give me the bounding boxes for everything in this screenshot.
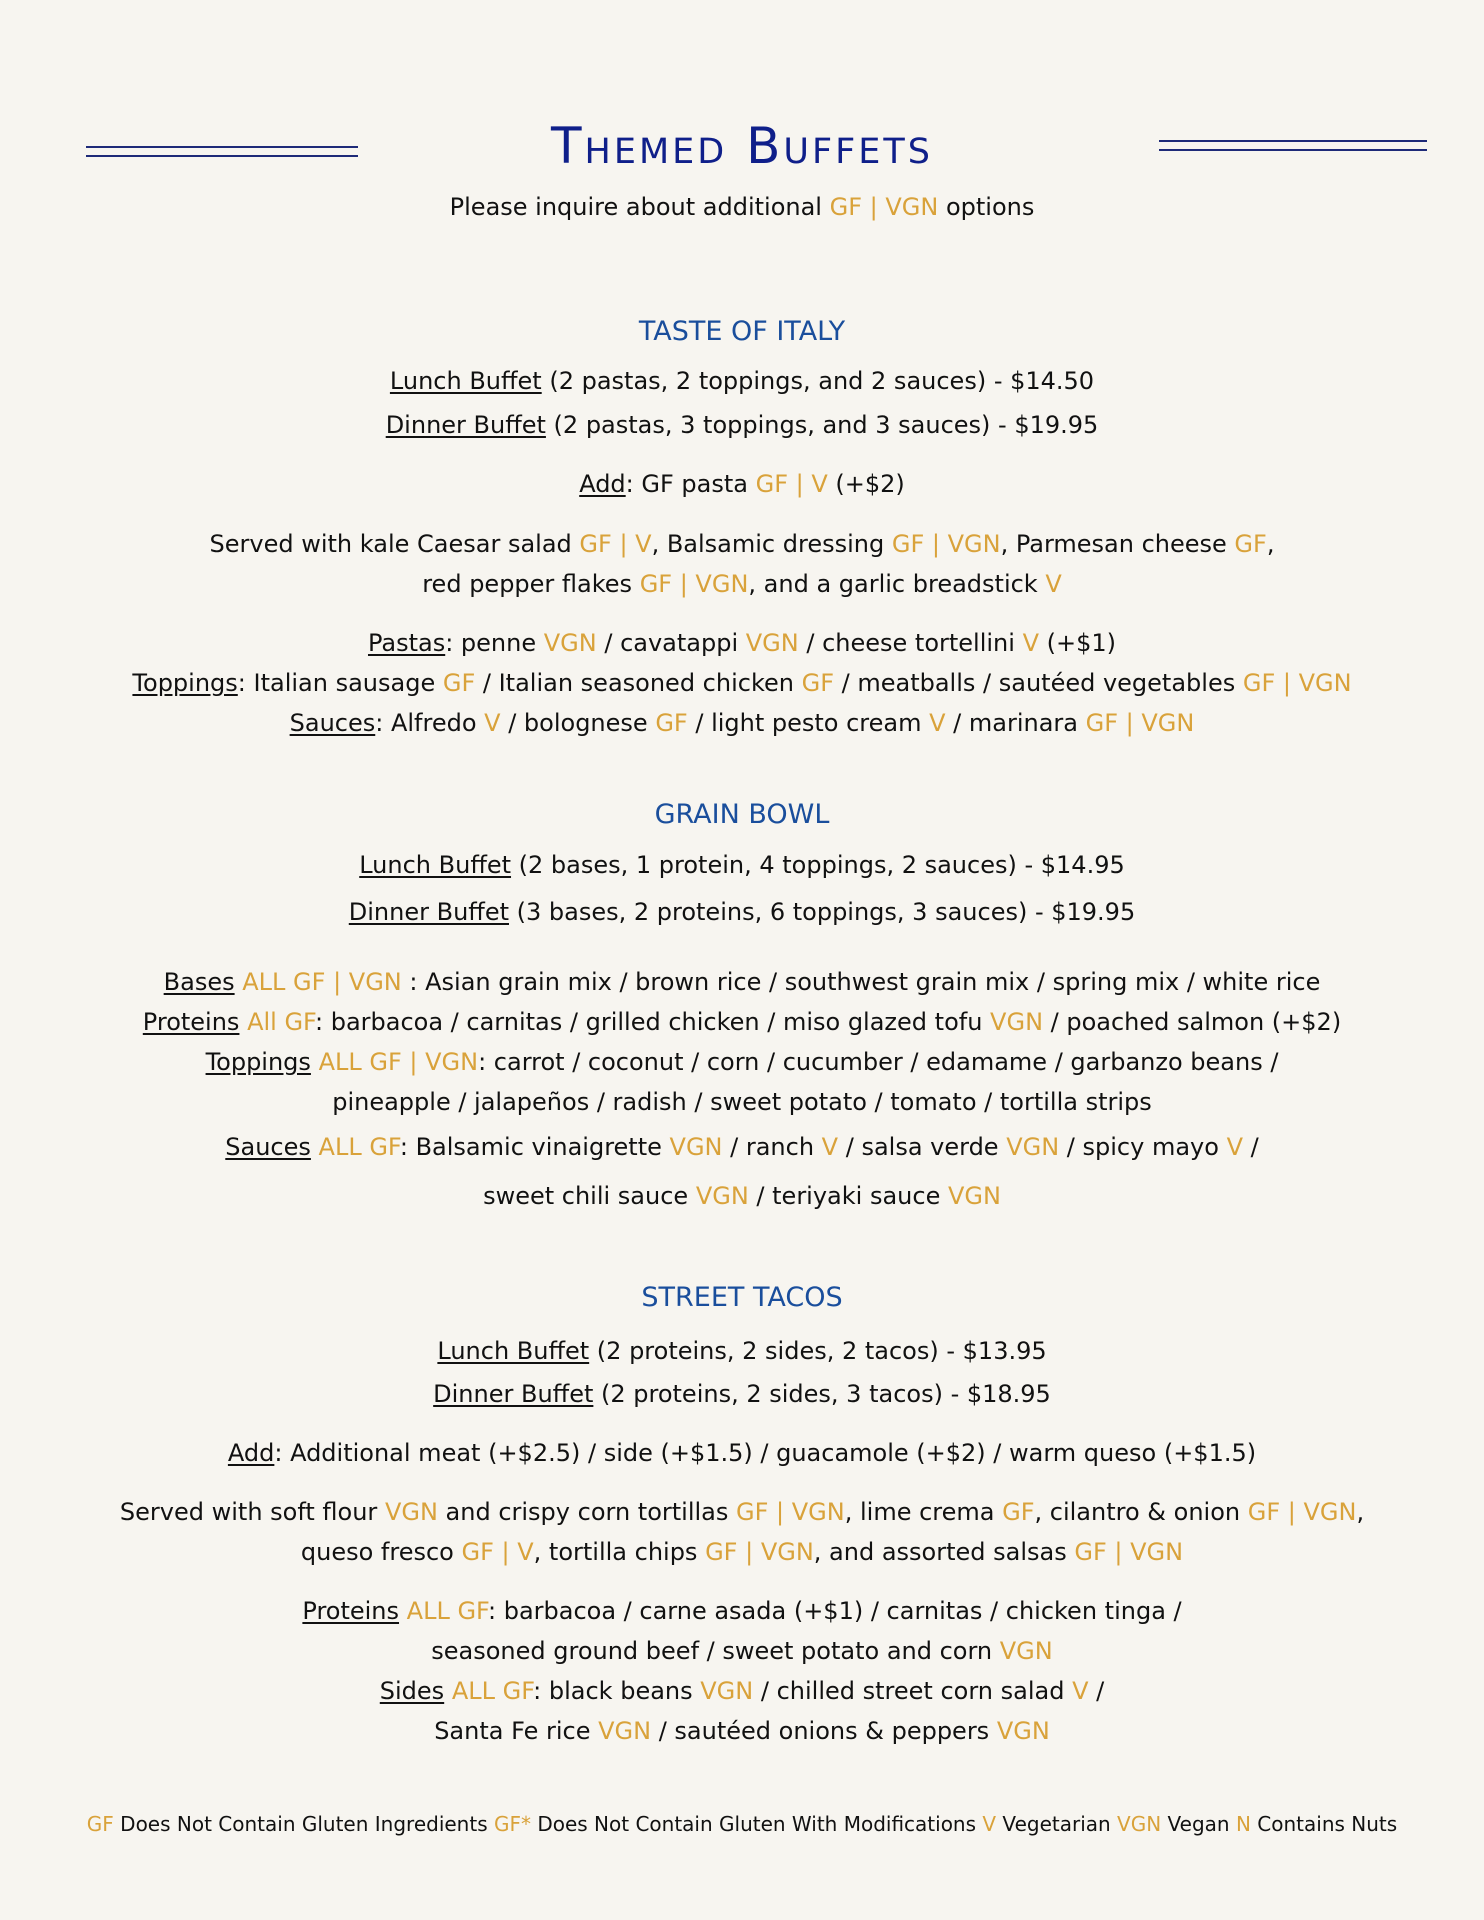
dietary-tag: VGN [669,1133,723,1161]
menu-line [0,1597,1484,1626]
text-segment: , cilantro & onion [1034,1498,1248,1526]
text-segment: / marinara [945,709,1086,737]
menu-line [0,1008,1484,1037]
text-segment: : barbacoa / carnitas / grilled chicken / miso glazed tofu [315,1008,991,1036]
text-segment: / spicy mayo [1059,1133,1227,1161]
dietary-tag: VGN [598,1717,652,1745]
dietary-tag: GF* [493,1812,531,1836]
category-label: Dinner Buffet [385,411,546,439]
menu-line [0,1088,1484,1117]
text-segment: (2 bases, 1 protein, 4 toppings, 2 sauces) - $14.95 [511,851,1125,879]
dietary-tag: V [982,1812,997,1836]
text-segment: / chilled street corn salad [753,1677,1073,1705]
text-segment: (3 bases, 2 proteins, 6 toppings, 3 sauces) - $19.95 [509,898,1136,926]
text-segment: : Alfredo [375,709,485,737]
category-label: Sauces [289,709,376,737]
category-label: Dinner Buffet [433,1380,594,1408]
page-title: Themed Buffets [550,117,934,175]
text-segment: / meatballs / sautéed vegetables [834,669,1243,697]
menu-line [0,968,1484,997]
text-segment: / cheese tortellini [798,629,1023,657]
text-segment: , Balsamic dressing [651,530,892,558]
menu-line [0,470,1484,499]
menu-line [0,898,1484,927]
menu-line [0,1538,1484,1567]
text-segment: , and a garlic breadstick [748,570,1046,598]
text-segment: (2 pastas, 3 toppings, and 3 sauces) - $19.95 [545,411,1099,439]
dietary-tag: GF | V [755,470,828,498]
text-segment: / sautéed onions & peppers [651,1717,997,1745]
category-label: Sauces [225,1133,311,1161]
dietary-tag: V [1022,629,1039,657]
menu-line [0,709,1484,738]
dietary-tag: V [1226,1133,1243,1161]
dietary-tag: VGN [999,1637,1053,1665]
category-label: Add [579,470,626,498]
text-segment: (2 pastas, 2 toppings, and 2 sauces) - $14.50 [541,367,1095,395]
dietary-tag: ALL GF [318,1133,400,1161]
dietary-tag: VGN [700,1677,754,1705]
text-segment [311,1048,319,1076]
dietary-tag: ALL GF | VGN [318,1048,479,1076]
dietary-tag: VGN [990,1008,1044,1036]
text-segment: / bolognese [500,709,656,737]
text-segment: / poached salmon (+$2) [1043,1008,1342,1036]
menu-line [0,367,1484,396]
category-label: Sides [379,1677,445,1705]
dietary-tag: GF | VGN [1074,1538,1184,1566]
dietary-tag: GF [1234,530,1267,558]
dietary-tag: V [821,1133,839,1161]
text-segment: (2 proteins, 2 sides, 3 tacos) - $18.95 [593,1380,1051,1408]
text-segment: , [1266,530,1275,558]
category-label: Toppings [132,669,238,697]
text-segment: : Italian sausage [237,669,443,697]
menu-line [0,530,1484,559]
text-segment: : carrot / coconut / corn / cucumber / edamame / garbanzo beans / [478,1048,1279,1076]
text-segment: / teriyaki sauce [748,1182,948,1210]
text-segment: Does Not Contain Gluten With Modifications [530,1812,983,1836]
text-segment: (2 proteins, 2 sides, 2 tacos) - $13.95 [589,1337,1047,1365]
dietary-tag: GF [655,709,688,737]
dietary-tag: VGN [996,1717,1050,1745]
text-segment: Vegan [1161,1812,1236,1836]
text-segment: : black beans [533,1677,701,1705]
category-label: Bases [163,968,235,996]
subtitle [0,193,1484,222]
category-label: Toppings [205,1048,311,1076]
text-segment: : Balsamic vinaigrette [399,1133,670,1161]
text-segment [399,1597,407,1625]
text-segment: seasoned ground beef / sweet potato and corn [431,1637,1000,1665]
category-label: Proteins [142,1008,240,1036]
menu-line [0,570,1484,599]
menu-line [0,1133,1484,1162]
text-segment: , lime crema [844,1498,1003,1526]
menu-line [0,1380,1484,1409]
text-segment: , and assorted salsas [813,1538,1075,1566]
dietary-tag: V [484,709,501,737]
dietary-tag: GF [1002,1498,1035,1526]
text-segment: (+$1) [1038,629,1116,657]
dietary-tag: ALL GF [451,1677,534,1705]
text-segment: / ranch [722,1133,822,1161]
text-segment: Santa Fe rice [434,1717,599,1745]
dietary-tag: GF | VGN [891,530,1001,558]
dietary-tag: GF | VGN [1242,669,1352,697]
text-segment [239,1008,247,1036]
dietary-tag: VGN [1006,1133,1060,1161]
category-label: Lunch Buffet [437,1337,590,1365]
dietary-tag: V [1045,570,1062,598]
text-segment [311,1133,319,1161]
menu-line [0,1637,1484,1666]
dietary-tag: GF | VGN [1247,1498,1357,1526]
dietary-tag: V [929,709,946,737]
dietary-tag: ALL GF | VGN [242,968,402,996]
text-segment: : GF pasta [625,470,756,498]
menu-line [0,1182,1484,1211]
dietary-tag: GF | VGN [736,1498,845,1526]
category-label: Proteins [302,1597,400,1625]
menu-line [0,1048,1484,1077]
text-segment: Served with kale Caesar salad [209,530,580,558]
dietary-tag: VGN [695,1182,749,1210]
text-segment: Served with soft flour [119,1498,385,1526]
dietary-tag: N [1235,1812,1251,1836]
menu-line [0,851,1484,880]
dietary-tag: V [1072,1677,1089,1705]
text-segment: sweet chili sauce [483,1182,696,1210]
dietary-tag: GF | VGN [829,193,939,221]
menu-line [0,1498,1484,1527]
dietary-tag: All GF [247,1008,315,1036]
text-segment: options [938,193,1035,221]
text-segment: red pepper flakes [422,570,640,598]
dietary-tag: VGN [1117,1812,1162,1836]
dietary-tag: ALL GF [406,1597,488,1625]
section-heading-grain-bowl: GRAIN BOWL [654,799,830,830]
text-segment: (+$2) [827,470,905,498]
category-label: Add [227,1439,275,1467]
text-segment: queso fresco [300,1538,462,1566]
text-segment: : Asian grain mix / brown rice / southwest grain mix / spring mix / white rice [401,968,1321,996]
dietary-tag: GF [801,669,834,697]
menu-line [0,411,1484,440]
dietary-tag: GF | V [461,1538,534,1566]
dietary-tag: GF | VGN [1085,709,1195,737]
menu-line [0,629,1484,658]
text-segment: Contains Nuts [1250,1812,1398,1836]
text-segment: : Additional meat (+$2.5) / side (+$1.5) / guacamole (+$2) / warm queso (+$1.5) [274,1439,1257,1467]
section-heading-street-tacos: STREET TACOS [641,1282,843,1313]
text-segment: / light pesto cream [687,709,930,737]
section-heading-italy: TASTE OF ITALY [638,316,846,347]
dietary-tag: GF [86,1812,114,1836]
dietary-tag: VGN [384,1498,438,1526]
dietary-tag: GF | V [579,530,652,558]
text-segment: / Italian seasoned chicken [475,669,802,697]
text-segment: / [1242,1133,1259,1161]
category-label: Pastas [367,629,446,657]
dietary-tag: GF | VGN [705,1538,814,1566]
category-label: Lunch Buffet [389,367,542,395]
text-segment: , tortilla chips [533,1538,706,1566]
text-segment: , Parmesan cheese [1000,530,1235,558]
dietary-tag: GF | VGN [639,570,749,598]
menu-line [0,1717,1484,1746]
text-segment: : penne [445,629,544,657]
text-segment [444,1677,452,1705]
text-segment: Vegetarian [996,1812,1118,1836]
text-segment: pineapple / jalapeños / radish / sweet potato / tomato / tortilla strips [332,1088,1152,1116]
category-label: Lunch Buffet [359,851,512,879]
dietary-tag: GF [442,669,476,697]
dietary-legend [0,1812,1484,1836]
text-segment: / cavatappi [596,629,746,657]
menu-line [0,1439,1484,1468]
menu-line [0,1677,1484,1706]
dietary-tag: VGN [745,629,799,657]
dietary-tag: VGN [543,629,597,657]
text-segment: Does Not Contain Gluten Ingredients [113,1812,494,1836]
text-segment: / salsa verde [838,1133,1007,1161]
text-segment: Please inquire about additional [449,193,830,221]
dietary-tag: VGN [947,1182,1001,1210]
text-segment: and crispy corn tortillas [437,1498,736,1526]
category-label: Dinner Buffet [348,898,509,926]
menu-line [0,669,1484,698]
text-segment: / [1088,1677,1105,1705]
text-segment: , [1356,1498,1365,1526]
menu-line [0,1337,1484,1366]
text-segment: : barbacoa / carne asada (+$1) / carnitas / chicken tinga / [488,1597,1182,1625]
